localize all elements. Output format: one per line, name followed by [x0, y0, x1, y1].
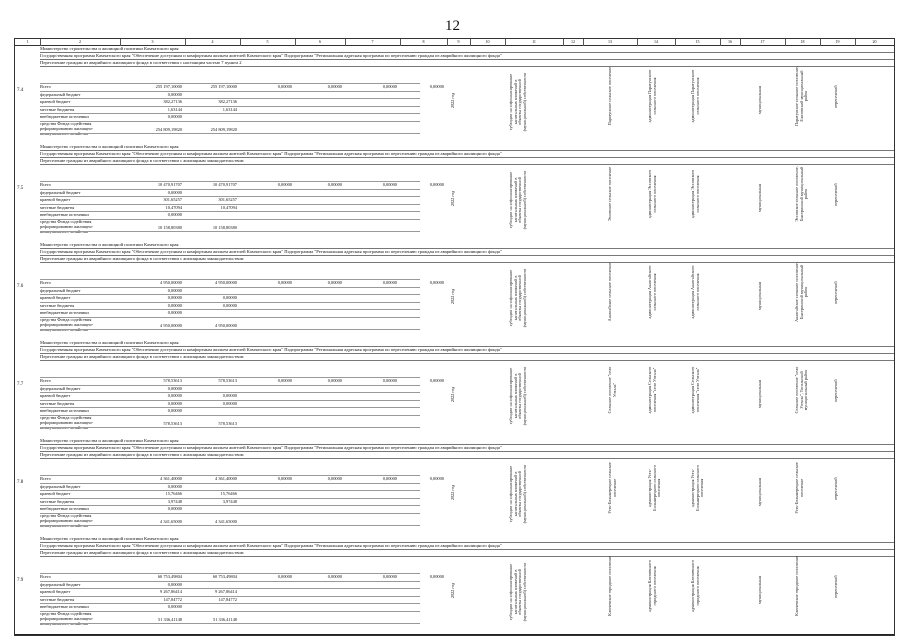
year-cell: 2022 год: [450, 386, 455, 402]
finance-row-label: федеральный бюджет: [40, 385, 81, 391]
subtitle-line: Переселение граждан из аварийного жилищного фонда в соответствии с жилищным законодательством: [40, 354, 244, 359]
value-total: 4 361,40000: [160, 476, 182, 481]
table-row-block: [15, 46, 894, 145]
value-total: 4 341,65000: [160, 519, 182, 524]
municipality-cell: Анавгайское сельское поселение: [607, 262, 612, 322]
funding-type-cell: субсидии на софинансирование капитальных вложений в объекты государственной (муниципальной) собственности: [508, 366, 527, 426]
value-year: 9 267,86414: [215, 589, 237, 595]
agency-line: Министерство строительства и жилищной политики Камчатского края: [40, 340, 179, 345]
row-line: [40, 407, 420, 408]
value-year: 3,97448: [222, 498, 237, 504]
subtitle-line: Переселение граждан из аварийного жилищного фонда в соответствии с настоящим частью 7 пункта 2: [40, 60, 242, 65]
location-cell: Эссовское сельское поселение, Быстринский муниципальный район: [794, 166, 809, 222]
value-total: 0,00000: [167, 189, 182, 195]
row-line: [40, 133, 420, 134]
location-cell: Сельское поселение "село Уптала", Тигильский муниципальный район: [794, 366, 809, 414]
row-line: [40, 121, 420, 122]
value-year: 0,00000: [222, 295, 237, 301]
column-number: 4: [211, 39, 214, 44]
location-cell: Анавгайское сельское поселение, Быстринский муниципальный район: [794, 262, 809, 322]
value-year: 254 809,19820: [210, 127, 237, 132]
value-total: 0,00000: [167, 295, 182, 301]
value-future-year: 0,00000: [327, 182, 342, 187]
value-year: 4 361,40000: [215, 476, 237, 481]
value-total: 0,00000: [167, 483, 182, 489]
finance-row-label: средства Фонда содействия реформированию жилищно-коммунального хозяйства: [40, 317, 94, 332]
row-number: 7.8: [17, 480, 24, 485]
row-number: 7.6: [17, 284, 24, 289]
row-number: 7.7: [17, 382, 24, 387]
value-year: 301,65257: [218, 197, 237, 203]
finance-row-label: внебюджетные источники: [40, 310, 89, 316]
column-number: 3: [151, 39, 154, 44]
measure-cell: переселений: [833, 575, 838, 598]
program-line: Государственная программа Камчатского края "Обеспечение доступным и комфортным жильем жителей Камчатского края" Подпрограмма "Региональная адресная программа по переселению граждан из аварийного жилищного фонда": [40, 445, 502, 450]
ownership-cell: муниципальная: [757, 576, 762, 604]
row-line: [40, 483, 420, 484]
finance-row-label: средства Фонда содействия реформированию жилищно-коммунального хозяйства: [40, 611, 94, 626]
finance-row-label: краевой бюджет: [40, 197, 71, 203]
finance-row-label: местные бюджеты: [40, 302, 75, 308]
executor-cell: администрация Анавгайского сельского поселения: [690, 265, 700, 319]
row-line: [40, 189, 420, 190]
value-total: 147,84772: [163, 596, 182, 602]
funding-type-cell: субсидии на софинансирование капитальных вложений в объекты государственной (муниципальной) собственности: [508, 464, 527, 524]
year-cell: 2022 год: [450, 288, 455, 304]
value-year: 0,00000: [222, 302, 237, 308]
ownership-cell: муниципальная: [757, 380, 762, 408]
value-year: 51 336,41148: [213, 617, 237, 622]
value-future-year: 0,00000: [382, 476, 397, 481]
value-total: 0,00000: [167, 408, 182, 414]
finance-row-label: внебюджетные источники: [40, 506, 89, 512]
value-future-year: 0,00000: [327, 280, 342, 285]
finance-row-label: средства Фонда содействия реформированию жилищно-коммунального хозяйства: [40, 415, 94, 430]
responsible-cell: администрация Анавгайского сельского поселения: [647, 265, 657, 319]
agency-line: Министерство строительства и жилищной политики Камчатского края: [40, 242, 179, 247]
value-future-year: 0,00000: [382, 280, 397, 285]
finance-row-label: местные бюджеты: [40, 106, 75, 112]
value-total: 0,00000: [167, 91, 182, 97]
value-future-year: 0,00000: [277, 182, 292, 187]
year-cell: 2022 год: [450, 582, 455, 598]
value-year: 0,00000: [222, 400, 237, 406]
column-number: 10: [485, 39, 490, 44]
row-line: [40, 211, 420, 212]
value-future-year: 0,00000: [327, 574, 342, 579]
column-number-row: [15, 39, 894, 46]
measure-cell: переселений: [833, 281, 838, 304]
row-line: [40, 525, 420, 526]
row-number: 7.4: [17, 88, 24, 93]
value-future-year: 0,00000: [429, 84, 444, 89]
table-row-block: [15, 340, 894, 439]
agency-line: Министерство строительства и жилищной политики Камчатского края: [40, 536, 179, 541]
column-number: 18: [800, 39, 805, 44]
value-future-year: 0,00000: [382, 378, 397, 383]
subtitle-line: Переселение граждан из аварийного жилищного фонда в соответствии с жилищным законодательством: [40, 550, 244, 555]
finance-row-label: средства Фонда содействия реформированию жилищно-коммунального хозяйства: [40, 121, 94, 136]
value-future-year: 0,00000: [382, 574, 397, 579]
value-total: 0,00000: [167, 604, 182, 610]
executor-cell: администрация Эссовского сельского поселения: [690, 169, 700, 219]
row-line: [40, 309, 420, 310]
municipality-cell: Усть-Большерецкое сельское поселение: [607, 462, 617, 514]
header-separator: [40, 66, 894, 67]
ownership-cell: муниципальная: [757, 184, 762, 212]
measure-cell: переселений: [833, 85, 838, 108]
finance-row-label: внебюджетные источники: [40, 114, 89, 120]
value-year: 147,84772: [218, 596, 237, 602]
value-future-year: 0,00000: [327, 476, 342, 481]
value-total: 301,65257: [163, 197, 182, 203]
value-future-year: 0,00000: [277, 378, 292, 383]
table-row-block: [15, 242, 894, 341]
value-year: 4 341,65000: [215, 519, 237, 524]
value-total: 15,76466: [165, 491, 182, 497]
finance-row-label: местные бюджеты: [40, 498, 75, 504]
finance-row-label: Всего: [40, 574, 51, 579]
executor-cell: администрация Паратунского сельского поселения: [690, 69, 700, 123]
value-future-year: 0,00000: [429, 280, 444, 285]
finance-row-label: местные бюджеты: [40, 596, 75, 602]
value-future-year: 0,00000: [382, 84, 397, 89]
funding-type-cell: субсидии на софинансирование капитальных вложений в объекты государственной (муниципальной) собственности: [508, 268, 527, 328]
value-total: 0,00000: [167, 393, 182, 399]
value-total: 10 158,80380: [157, 225, 182, 230]
value-total: 0,00000: [167, 212, 182, 218]
row-line: [40, 287, 420, 288]
value-year: 10 158,80380: [212, 225, 237, 230]
value-total: 9 267,86414: [160, 589, 182, 595]
finance-row-label: Всего: [40, 476, 51, 481]
responsible-cell: администрация Паратунского сельского поселения: [647, 69, 657, 123]
value-total: 0,00000: [167, 400, 182, 406]
row-line: [40, 603, 420, 604]
program-line: Государственная программа Камчатского края "Обеспечение доступным и комфортным жильем жителей Камчатского края" Подпрограмма "Региональная адресная программа по переселению граждан из аварийного жилищного фонда": [40, 53, 502, 58]
column-number: 6: [319, 39, 321, 44]
program-line: Государственная программа Камчатского края "Обеспечение доступным и комфортным жильем жителей Камчатского края" Подпрограмма "Региональная адресная программа по переселению граждан из аварийного жилищного фонда": [40, 151, 502, 156]
column-number: 12: [571, 39, 575, 44]
value-year: 578,53613: [218, 378, 237, 383]
municipality-cell: Эссовское сельское поселение: [607, 166, 612, 222]
row-line: [40, 91, 420, 92]
value-year: 1,63144: [222, 106, 237, 112]
row-line: [40, 623, 420, 624]
column-number: 19: [835, 39, 840, 44]
ownership-cell: муниципальная: [757, 86, 762, 114]
header-separator: [40, 360, 894, 361]
location-cell: Ключевское городское поселение: [794, 556, 799, 616]
agency-line: Министерство строительства и жилищной политики Камчатского края: [40, 144, 179, 149]
column-number: 15: [695, 39, 700, 44]
column-number: 16: [728, 39, 732, 44]
value-future-year: 0,00000: [429, 476, 444, 481]
finance-row-label: средства Фонда содействия реформированию жилищно-коммунального хозяйства: [40, 219, 94, 234]
value-total: 0,00000: [167, 581, 182, 587]
subtitle-line: Переселение граждан из аварийного жилищного фонда в соответствии с жилищным законодательством: [40, 452, 244, 457]
finance-row-label: внебюджетные источники: [40, 408, 89, 414]
finance-row-label: федеральный бюджет: [40, 189, 81, 195]
agency-line: Министерство строительства и жилищной политики Камчатского края: [40, 438, 179, 443]
value-total: 60 753,49804: [157, 574, 182, 579]
municipality-cell: Сельское поселение "село Уптала": [607, 366, 617, 414]
value-future-year: 0,00000: [429, 378, 444, 383]
value-future-year: 0,00000: [327, 378, 342, 383]
value-year: 578,53613: [218, 421, 237, 426]
value-future-year: 0,00000: [277, 476, 292, 481]
header-mask: [40, 438, 894, 458]
responsible-cell: администрация Эссовского сельского поселения: [647, 169, 657, 219]
value-total: 10,47094: [165, 204, 182, 210]
finance-row-label: внебюджетные источники: [40, 604, 89, 610]
row-line: [40, 329, 420, 330]
value-total: 254 809,19820: [155, 127, 182, 132]
value-total: 0,00000: [167, 302, 182, 308]
row-line: [40, 231, 420, 232]
subtitle-line: Переселение граждан из аварийного жилищного фонда в соответствии с жилищным законодательством: [40, 158, 244, 163]
value-total: 0,00000: [167, 310, 182, 316]
value-future-year: 0,00000: [429, 182, 444, 187]
finance-row-label: местные бюджеты: [40, 204, 75, 210]
row-number: 7.5: [17, 186, 24, 191]
responsible-cell: администрация Ключевского городского поселения: [647, 560, 657, 612]
finance-row-label: краевой бюджет: [40, 589, 71, 595]
value-year: 0,00000: [222, 393, 237, 399]
value-year: 4 950,00000: [215, 323, 237, 328]
finance-row-label: Всего: [40, 378, 51, 383]
measure-cell: переселений: [833, 477, 838, 500]
executor-cell: администрация Сельского поселения "село Уптала": [690, 366, 700, 414]
finance-row-label: внебюджетные источники: [40, 212, 89, 218]
column-number: 13: [608, 39, 612, 44]
ownership-cell: муниципальная: [757, 282, 762, 310]
column-number: 17: [760, 39, 765, 44]
finance-row-label: краевой бюджет: [40, 491, 71, 497]
row-line: [40, 427, 420, 428]
value-total: 578,53613: [163, 378, 182, 383]
finance-row-label: федеральный бюджет: [40, 483, 81, 489]
column-number: 8: [422, 39, 425, 44]
row-line: [40, 385, 420, 386]
column-number: 5: [266, 39, 269, 44]
value-year: 60 753,49804: [212, 574, 237, 579]
finance-row-label: Всего: [40, 182, 51, 187]
column-number: 9: [457, 39, 460, 44]
column-number: 11: [532, 39, 536, 44]
year-cell: 2022 год: [450, 92, 455, 108]
value-year: 4 950,00000: [215, 280, 237, 285]
value-year: 382,27136: [218, 99, 237, 105]
finance-row-label: федеральный бюджет: [40, 91, 81, 97]
finance-row-label: краевой бюджет: [40, 295, 71, 301]
executor-cell: администрация Ключевского городского поселения: [690, 560, 700, 612]
value-total: 3,97448: [167, 498, 182, 504]
header-separator: [40, 458, 894, 459]
value-total: 51 336,41148: [158, 617, 182, 622]
header-mask: [40, 242, 894, 262]
header-separator: [40, 164, 894, 165]
value-total: 4 950,00000: [160, 280, 182, 285]
value-total: 382,27136: [163, 99, 182, 105]
value-year: 10,47094: [220, 204, 237, 210]
location-cell: Усть-Большерецкое сельское поселение: [794, 462, 804, 514]
finance-row-label: федеральный бюджет: [40, 581, 81, 587]
year-cell: 2022 год: [450, 484, 455, 500]
finance-row-label: средства Фонда содействия реформированию жилищно-коммунального хозяйства: [40, 513, 94, 528]
program-line: Государственная программа Камчатского края "Обеспечение доступным и комфортным жильем жителей Камчатского края" Подпрограмма "Региональная адресная программа по переселению граждан из аварийного жилищного фонда": [40, 249, 502, 254]
responsible-cell: администрация Сельского поселения "село Уптала": [647, 366, 657, 414]
budget-table: [14, 38, 895, 636]
row-line: [40, 611, 420, 612]
finance-row-label: федеральный бюджет: [40, 287, 81, 293]
header-mask: [40, 340, 894, 360]
year-cell: 2022 год: [450, 190, 455, 206]
column-number: 7: [371, 39, 374, 44]
header-mask: [40, 46, 894, 66]
value-total: 0,00000: [167, 287, 182, 293]
finance-row-label: местные бюджеты: [40, 400, 75, 406]
row-line: [40, 505, 420, 506]
column-number: 14: [654, 39, 658, 44]
value-future-year: 0,00000: [277, 280, 292, 285]
finance-row-label: краевой бюджет: [40, 99, 71, 105]
column-number: 1: [26, 39, 29, 44]
funding-type-cell: субсидии на софинансирование капитальных вложений в объекты государственной (муниципальной) собственности: [508, 170, 527, 230]
value-future-year: 0,00000: [429, 574, 444, 579]
finance-row-label: Всего: [40, 280, 51, 285]
row-line: [40, 113, 420, 114]
funding-type-cell: субсидии на софинансирование капитальных вложений в объекты государственной (муниципальной) собственности: [508, 562, 527, 622]
header-separator: [40, 262, 894, 263]
program-line: Государственная программа Камчатского края "Обеспечение доступным и комфортным жильем жителей Камчатского края" Подпрограмма "Региональная адресная программа по переселению граждан из аварийного жилищного фонда": [40, 347, 502, 352]
finance-row-label: Всего: [40, 84, 51, 89]
value-total: 0,00000: [167, 506, 182, 512]
value-year: 15,76466: [220, 491, 237, 497]
column-number: 20: [872, 39, 877, 44]
value-total: 10 470,91707: [157, 182, 182, 187]
row-line: [40, 513, 420, 514]
column-number: 2: [79, 39, 81, 44]
page-number: 12: [445, 18, 460, 34]
subtitle-line: Переселение граждан из аварийного жилищного фонда в соответствии с жилищным законодательством: [40, 256, 244, 261]
ownership-cell: муниципальная: [757, 478, 762, 506]
value-total: 0,00000: [167, 114, 182, 120]
finance-row-label: краевой бюджет: [40, 393, 71, 399]
responsible-cell: администрация Усть-Большерецкого сельского поселения: [647, 465, 662, 511]
header-mask: [40, 536, 894, 556]
value-total: 578,53613: [163, 421, 182, 426]
row-number: 7.9: [17, 578, 24, 583]
row-line: [40, 317, 420, 318]
table-row-block: [15, 438, 894, 537]
value-total: 1,63144: [167, 106, 182, 112]
measure-cell: переселений: [833, 379, 838, 402]
table-row-block: [15, 144, 894, 243]
value-total: 4 950,00000: [160, 323, 182, 328]
row-line: [40, 581, 420, 582]
value-future-year: 0,00000: [327, 84, 342, 89]
value-future-year: 0,00000: [382, 182, 397, 187]
row-line: [40, 415, 420, 416]
measure-cell: переселений: [833, 183, 838, 206]
value-year: 10 470,91707: [212, 182, 237, 187]
program-line: Государственная программа Камчатского края "Обеспечение доступным и комфортным жильем жителей Камчатского края" Подпрограмма "Региональная адресная программа по переселению граждан из аварийного жилищного фонда": [40, 543, 502, 548]
header-mask: [40, 144, 894, 164]
municipality-cell: Паратунское сельское поселение: [607, 66, 612, 126]
value-total: 255 197,10000: [155, 84, 182, 89]
value-future-year: 0,00000: [277, 574, 292, 579]
value-year: 255 197,10000: [210, 84, 237, 89]
value-total: 0,00000: [167, 385, 182, 391]
row-line: [40, 219, 420, 220]
agency-line: Министерство строительства и жилищной политики Камчатского края: [40, 46, 179, 51]
executor-cell: администрация Усть-Большерецкого сельского поселения: [690, 465, 705, 511]
value-future-year: 0,00000: [277, 84, 292, 89]
funding-type-cell: субсидии на софинансирование капитальных вложений в объекты государственной (муниципальной) собственности: [508, 72, 527, 132]
header-separator: [40, 556, 894, 557]
location-cell: Паратунское сельское поселение, Елизовский муниципальный район: [794, 66, 809, 126]
municipality-cell: Ключевское городское поселение: [607, 556, 612, 616]
table-row-block: [15, 536, 894, 635]
